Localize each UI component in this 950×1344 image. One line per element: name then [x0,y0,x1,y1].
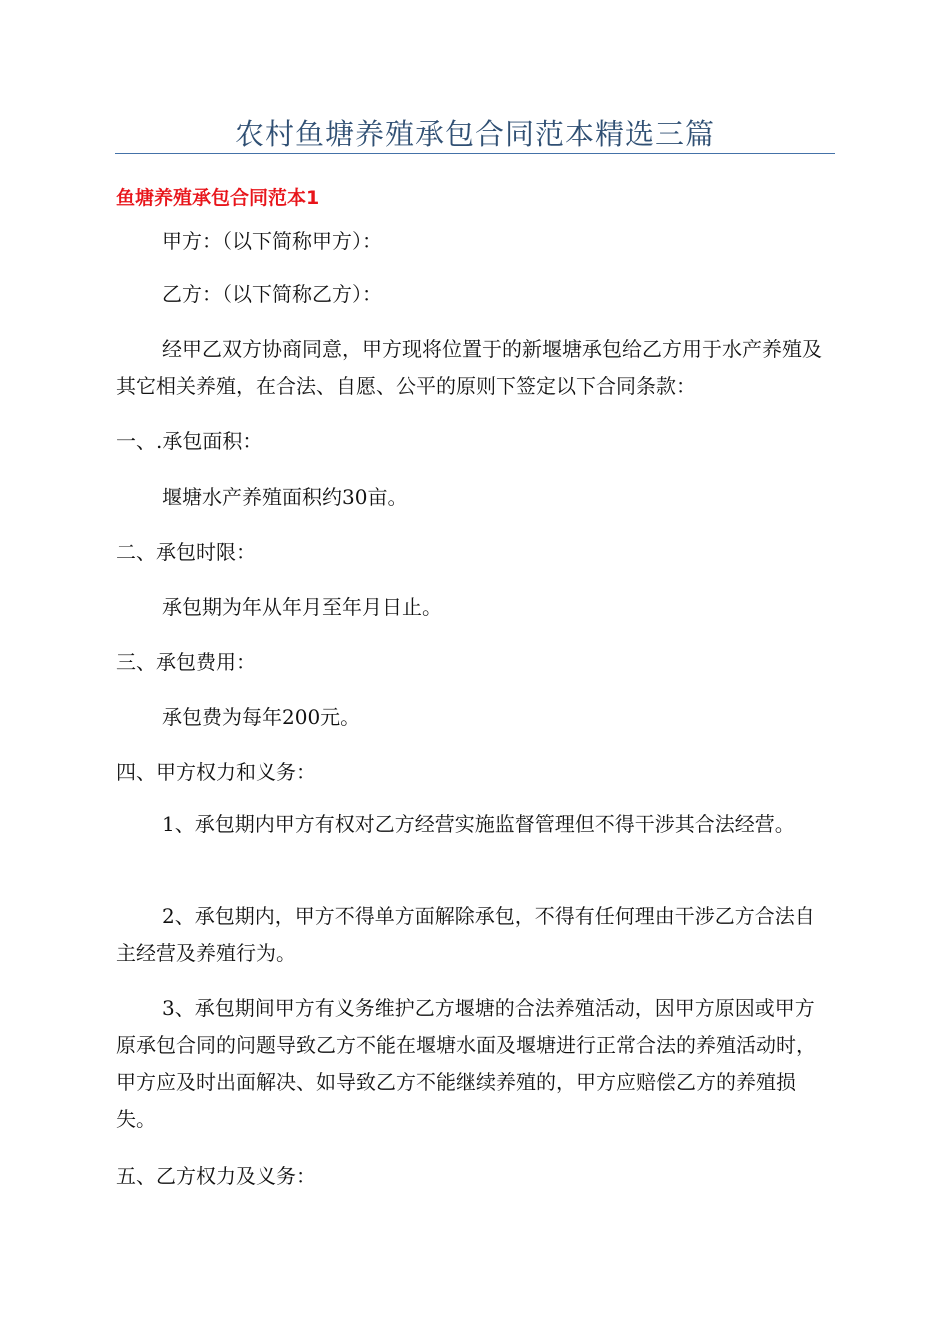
clause-body-area: 堰塘水产养殖面积约30亩。 [162,485,408,509]
party-a-item-3: 3、承包期间甲方有义务维护乙方堰塘的合法养殖活动，因甲方原因或甲方原承包合同的问题导致乙方不能在堰塘水面及堰塘进行正常合法的养殖活动时，甲方应及时出面解决、如导致乙方不能继续养殖的，甲方应赔偿乙方的养殖损失。 [116,996,816,1131]
clause-heading-fee: 三、承包费用： [116,650,256,674]
clause-body-fee: 承包费为每年200元。 [162,705,361,729]
clause-heading-term: 二、承包时限： [116,540,256,564]
clause-body-term: 承包期为年从年月至年月日止。 [162,595,442,619]
title-underline [115,153,835,154]
intro-paragraph: 经甲乙双方协商同意，甲方现将位置于的新堰塘承包给乙方用于水产养殖及其它相关养殖，在合法、自愿、公平的原则下签定以下合同条款： [116,337,822,398]
party-a-line: 甲方：（以下简称甲方）： [162,229,382,253]
party-a-item-1: 1、承包期内甲方有权对乙方经营实施监督管理但不得干涉其合法经营。 [162,812,795,836]
clause-heading-party-a-rights: 四、甲方权力和义务： [116,760,316,784]
party-b-line: 乙方：（以下简称乙方）： [162,282,382,306]
clause-heading-area: 一、.承包面积： [116,429,263,453]
clause-heading-party-b-rights: 五、乙方权力及义务： [116,1164,316,1188]
document-title: 农村鱼塘养殖承包合同范本精选三篇 [234,117,715,151]
section-heading: 鱼塘养殖承包合同范本1 [116,187,320,209]
party-a-item-2: 2、承包期内，甲方不得单方面解除承包，不得有任何理由干涉乙方合法自主经营及养殖行为。 [116,904,815,965]
